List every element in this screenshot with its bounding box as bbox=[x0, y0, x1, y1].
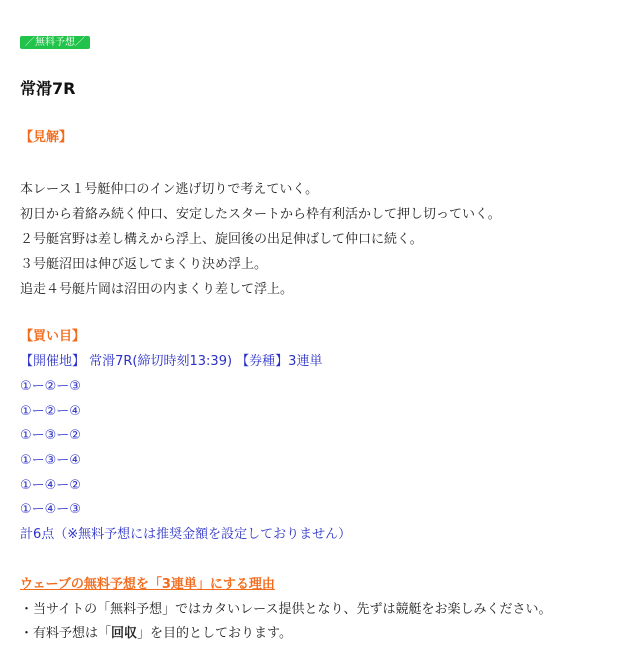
reason-line-paid-post: 」を目的としております。 bbox=[137, 626, 292, 641]
view-line: 初日から着絡み続く仲口、安定したスタートから枠有利活かして押し切っていく。 bbox=[20, 207, 501, 222]
reason-line-paid bbox=[20, 622, 292, 641]
reason-line-paid-bold: 回収 bbox=[111, 626, 138, 641]
reason-heading-link[interactable]: ウェーブの無料予想を「3連単」にする理由 bbox=[20, 577, 275, 592]
bet-total: 計6点（※無料予想には推奨金額を設定しておりません） bbox=[20, 527, 352, 542]
bet-combo: ①ー②ー④ bbox=[20, 404, 81, 419]
bet-combo: ①ー②ー③ bbox=[20, 379, 81, 394]
view-line: ３号艇沼田は伸び返してまくり決め浮上。 bbox=[20, 257, 268, 272]
view-line: ２号艇宮野は差し構えから浮上、旋回後の出足伸ばして仲口に続く。 bbox=[20, 232, 423, 247]
race-title: 常滑7R bbox=[20, 79, 76, 98]
section-heading-view: 【見解】 bbox=[20, 130, 73, 145]
bet-combo: ①ー③ー② bbox=[20, 428, 81, 443]
reason-line-free: ・当サイトの「無料予想」ではカタいレース提供となり、先ずは競艇をお楽しみください。 bbox=[20, 602, 552, 617]
bet-info: 【開催地】 常滑7R(締切時刻13:39) 【券種】3連単 bbox=[20, 354, 323, 369]
bet-combo: ①ー③ー④ bbox=[20, 453, 81, 468]
view-line: 追走４号艇片岡は沼田の内まくり差して浮上。 bbox=[20, 282, 294, 297]
view-line: 本レース１号艇仲口のイン逃げ切りで考えていく。 bbox=[20, 182, 319, 197]
section-heading-bets: 【買い目】 bbox=[20, 329, 86, 344]
free-prediction-badge: ／無料予想／ bbox=[20, 36, 90, 49]
bet-combo: ①ー④ー② bbox=[20, 478, 81, 493]
reason-line-paid-pre: ・有料予想は「 bbox=[20, 626, 112, 641]
bet-combo: ①ー④ー③ bbox=[20, 502, 81, 517]
